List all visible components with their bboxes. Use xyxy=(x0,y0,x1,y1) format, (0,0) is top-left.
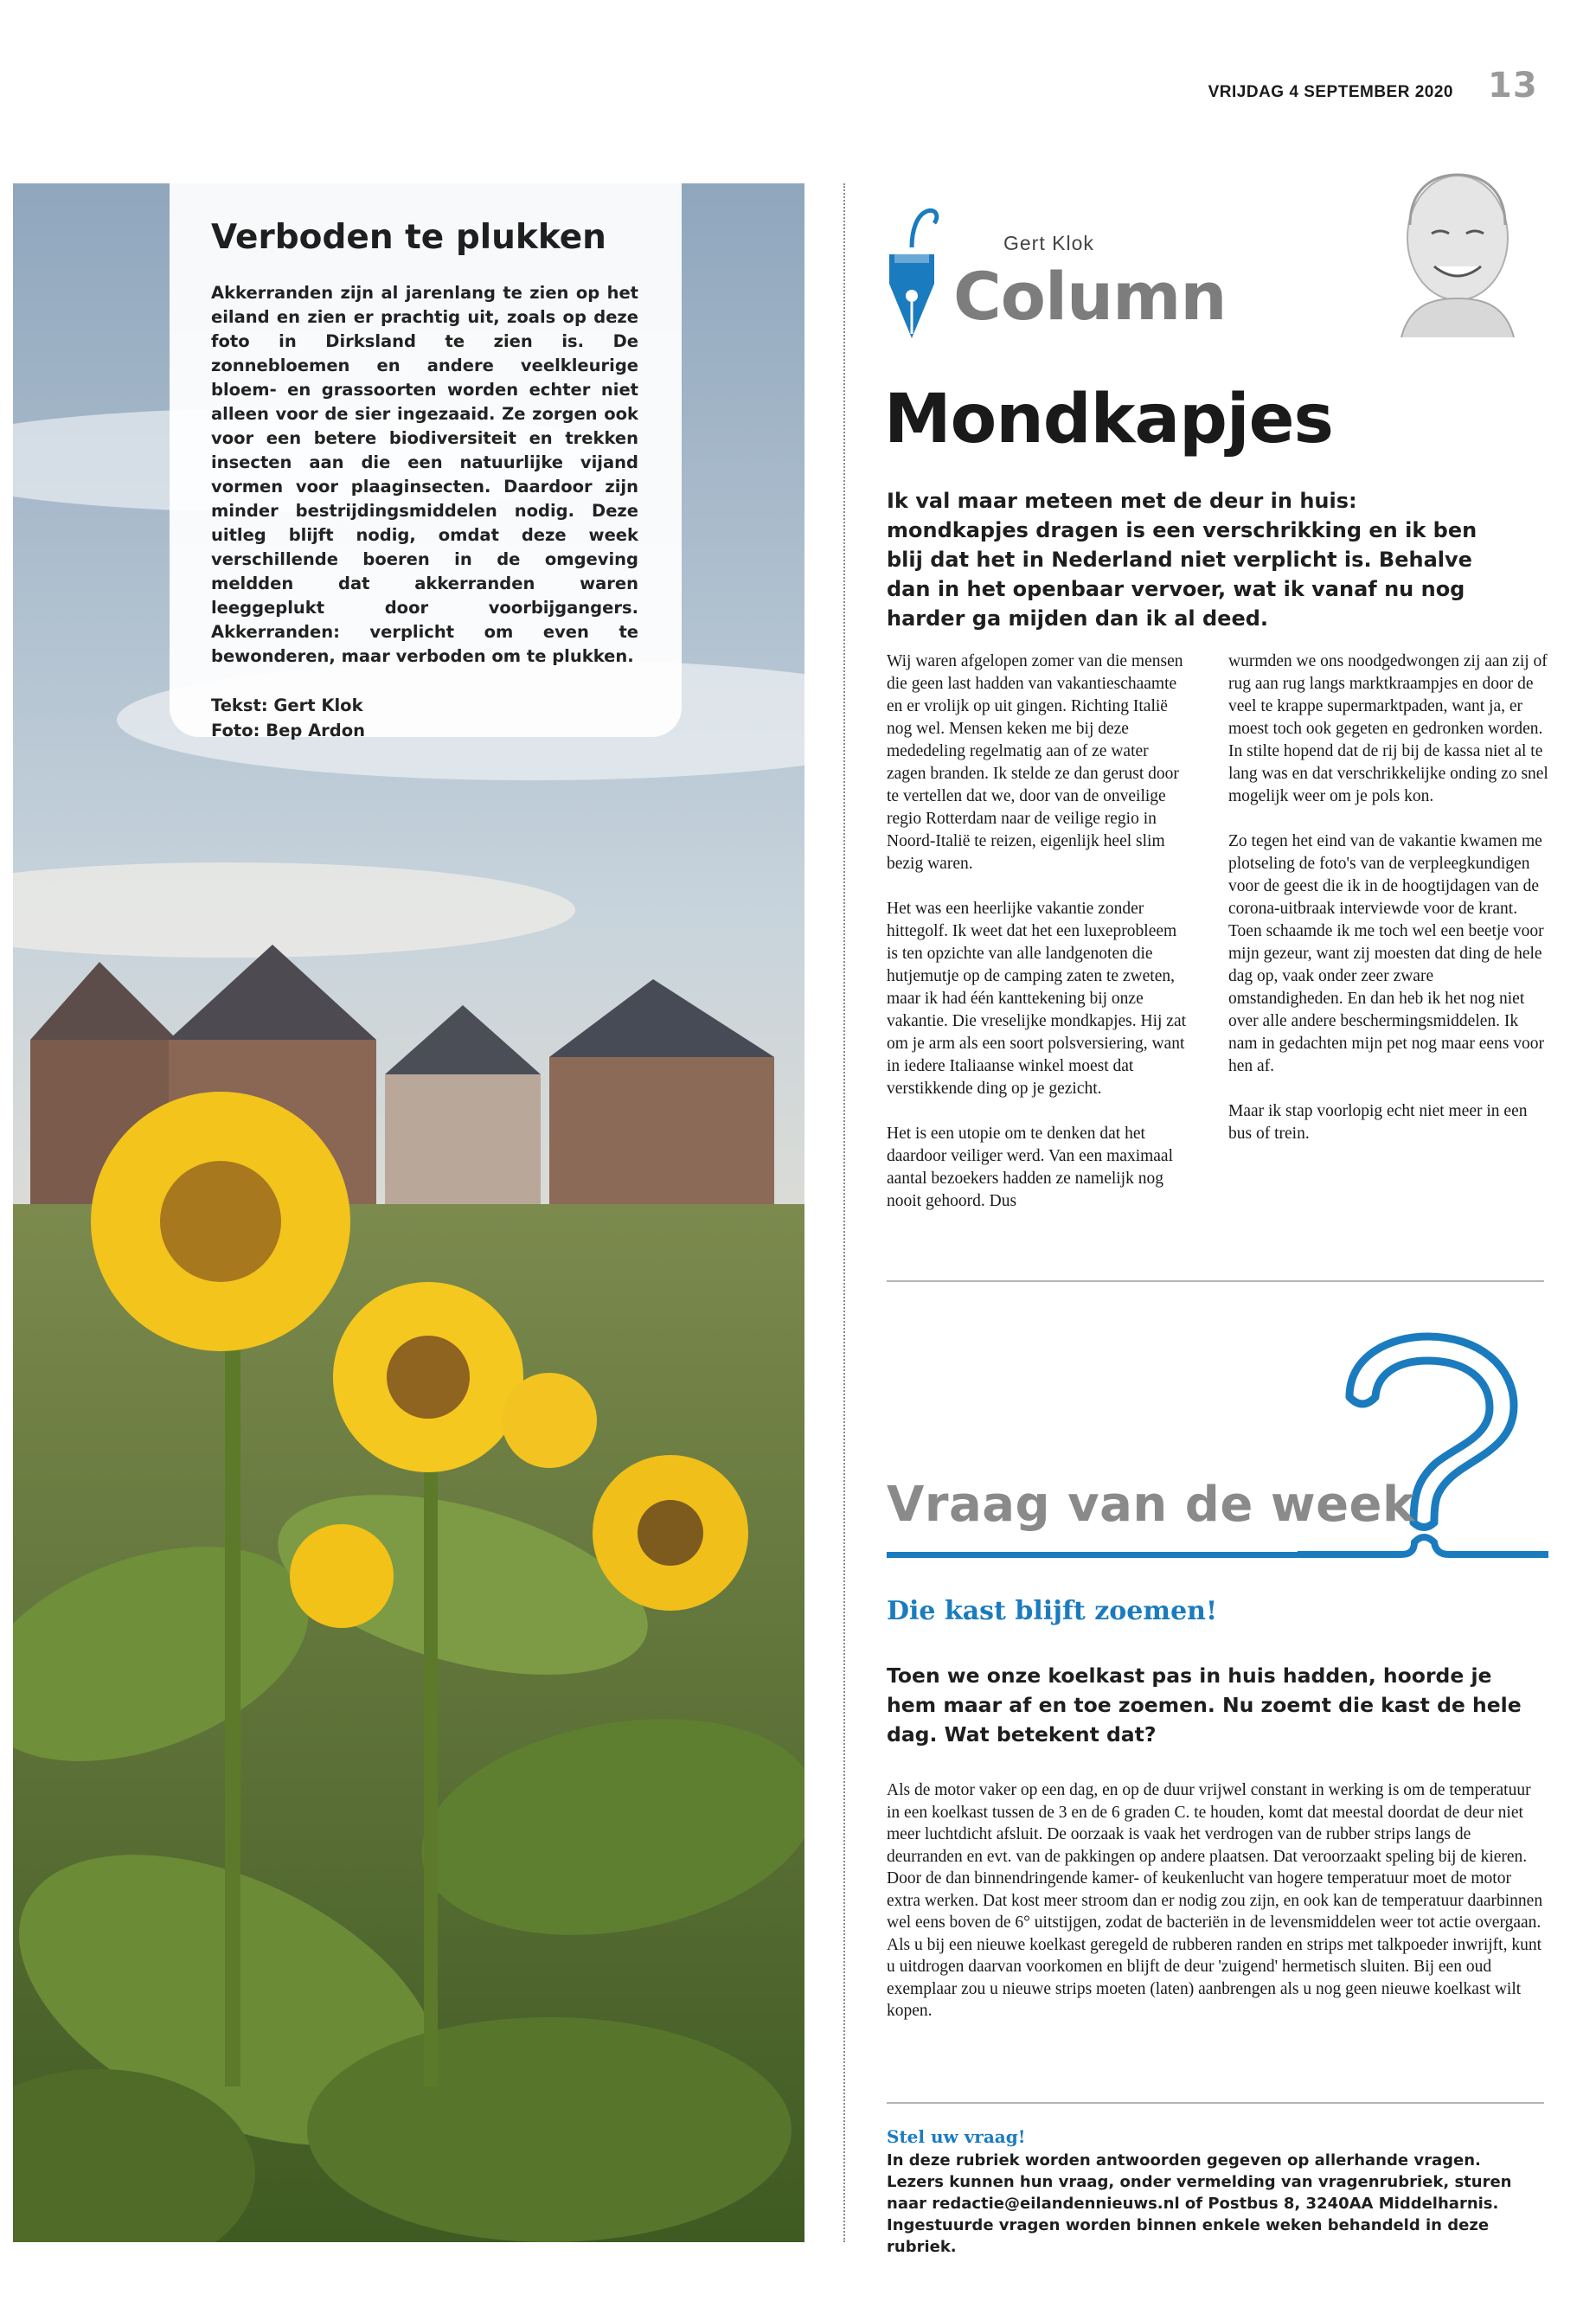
photo-credit: Foto: Bep Ardon xyxy=(211,721,366,740)
ask-info xyxy=(887,2150,1561,2258)
ask-line: In deze rubriek worden antwoorden gegeven op allerhande vragen. xyxy=(887,2151,1481,2170)
section-divider xyxy=(887,1280,1544,1282)
ask-line: naar redactie@eilandennieuws.nl of Postbus 8, 3240AA Middelharnis. xyxy=(887,2195,1499,2213)
column-paragraph: wurmden we ons noodgedwongen zij aan zij of rug aan rug langs marktkraampjes en door de veel te krappe supermarktpaden, want ja, er moest toch ook gegeten en gedronken worden. In stilte hopend dat de rij bij de kassa niet al te lang was en dat verschrikkelijke onding zo snel mogelijk weer om je pols kon. xyxy=(1228,652,1548,805)
column-author: Gert Klok xyxy=(1003,232,1094,254)
ask-title: Stel uw vraag! xyxy=(887,2126,1026,2147)
fountain-pen-mouse-icon xyxy=(882,204,941,343)
column-paragraph: Het was een heerlijke vakantie zonder hittegolf. Ik weet dat het een luxeprobleem is ten opzichte van alle landgenoten die hutjemutje op de camping zaten te zweten, maar ik had één kanttekening bij onze vakantie. Die vreselijke mondkapjes. Hij zat om je arm als een soort polsversiering, want in iedere Italiaanse winkel moest dat verstikkende ding op je gezicht. xyxy=(887,900,1187,1098)
author-portrait xyxy=(1384,156,1531,337)
question-mark-icon xyxy=(1298,1328,1548,1570)
caption-credits xyxy=(211,693,638,743)
column-paragraph: Het is een utopie om te denken dat het daardoor veiliger werd. Van een maximaal aantal bezoekers hadden ze namelijk nog nooit gehoord. Dus xyxy=(887,1125,1174,1210)
caption-title: Verboden te plukken xyxy=(211,218,606,257)
ask-line: Ingestuurde vragen worden binnen enkele weken behandeld in deze rubriek. xyxy=(887,2216,1490,2256)
column-label: Column xyxy=(953,258,1227,335)
page-number: 13 xyxy=(1488,66,1538,106)
column-intro: Ik val maar meteen met de deur in huis: mondkapjes dragen is een verschrikking en ik ben blij dat het in Nederland niet verplicht is. Behalve dan in het openbaar vervoer, wat ik vanaf nu nog harder ga mijden dan ik al deed. xyxy=(887,489,1477,631)
vraag-question: Toen we onze koelkast pas in huis hadden, hoorde je hem maar af en toe zoemen. Nu zoemt die kast de hele dag. Wat betekent dat? xyxy=(887,1663,1522,1747)
text-credit: Tekst: Gert Klok xyxy=(211,695,363,715)
vraag-section-title: Vraag van de week xyxy=(887,1477,1415,1533)
column-paragraph: Maar ik stap voorlopig echt niet meer in een bus of trein. xyxy=(1228,1102,1528,1143)
vraag-subtitle: Die kast blijft zoemen! xyxy=(887,1596,1218,1626)
vraag-answer: Als de motor vaker op een dag, en op de duur vrijwel constant in werking is om de temperatuur in een koelkast tussen de 3 en de 6 graden C. te houden, komt dat meestal doordat de deur niet meer luchtdicht afsluit. De oorzaak is vaak het verdrogen van de rubber strips langs de deurranden en evt. van de pakkingen op andere plaatsen. Dat veroorzaakt speling bij de kieren. Door de dan binnendringende kamer- of keukenlucht van hogere temperatuur moet de motor extra werken. Dat kost meer stroom dan er nodig zou zijn, en ook kan de temperatuur daarbinnen wel eens boven de 6° uitstijgen, zodat de bacteriën in de levensmiddelen weer tot actie overgaan. Als u bij een nieuwe koelkast geregeld de rubberen randen en strips met talkpoeder inwrijft, kunt u uitdrogen daarvan voorkomen en blijft de deur 'zuigend' hermetisch sluiten. Bij een oud exemplaar zou u nieuwe strips moeten (laten) aanbrengen als u nog geen nieuwe koelkast wilt kopen. xyxy=(887,1781,1543,2020)
issue-date: VRIJDAG 4 SEPTEMBER 2020 xyxy=(1208,83,1453,101)
column-paragraph: Wij waren afgelopen zomer van die mensen die geen last hadden van vakantieschaamte en er vrolijk op uit gingen. Richting Italië nog wel. Mensen keken me bij deze mededeling regelmatig aan of ze water zagen branden. Ik stelde ze dan gerust door te vertellen dat we, door van de onveilige regio Rotterdam naar de veilige regio in Noord-Italië te reizen, eigenlijk heel slim bezig waren. xyxy=(887,652,1183,873)
column-text-right xyxy=(1228,651,1548,1168)
section-divider xyxy=(887,2102,1544,2104)
column-headline: Mondkapjes xyxy=(884,381,1333,458)
photo-caption-box xyxy=(170,183,682,740)
column-paragraph: Zo tegen het eind van de vakantie kwamen me plotseling de foto's van de verpleegkundigen voor de geest die ik in de hoogtijdagen van de corona-uitbraak interviewde voor de krant. Toen schaamde ik me toch wel een beetje voor mijn gezeur, want zij moesten dat ding de hele dag op, vaak onder zeer zware omstandigheden. En dan heb ik het nog niet over alle andere beschermingsmiddelen. Ik nam in gedachten mijn pet nog maar eens voor hen af. xyxy=(1228,832,1544,1075)
ask-line: Lezers kunnen hun vraag, onder vermelding van vragenrubriek, sturen xyxy=(887,2173,1512,2191)
column-divider xyxy=(843,183,845,2242)
column-text-left xyxy=(887,651,1189,1235)
vraag-underline xyxy=(887,1550,1302,1559)
caption-body: Akkerranden zijn al jarenlang te zien op het eiland en zien er prachtig uit, zoals op deze foto in Dirksland te zien is. De zonnebloemen en andere veelkleurige bloem- en grassoorten worden echter niet alleen voor de sier ingezaaid. Ze zorgen ook voor een betere biodiversiteit en trekken insecten aan die een natuurlijke vijand vormen voor plaaginsecten. Daardoor zijn minder bestrijdingsmiddelen nodig. Deze uitleg blijft nodig, omdat deze week verschillende boeren in de omgeving meldden dat akkerranden waren leeggeplukt door voorbijgangers. Akkerranden: verplicht om even te bewonderen, maar verboden om te plukken. xyxy=(211,283,638,666)
